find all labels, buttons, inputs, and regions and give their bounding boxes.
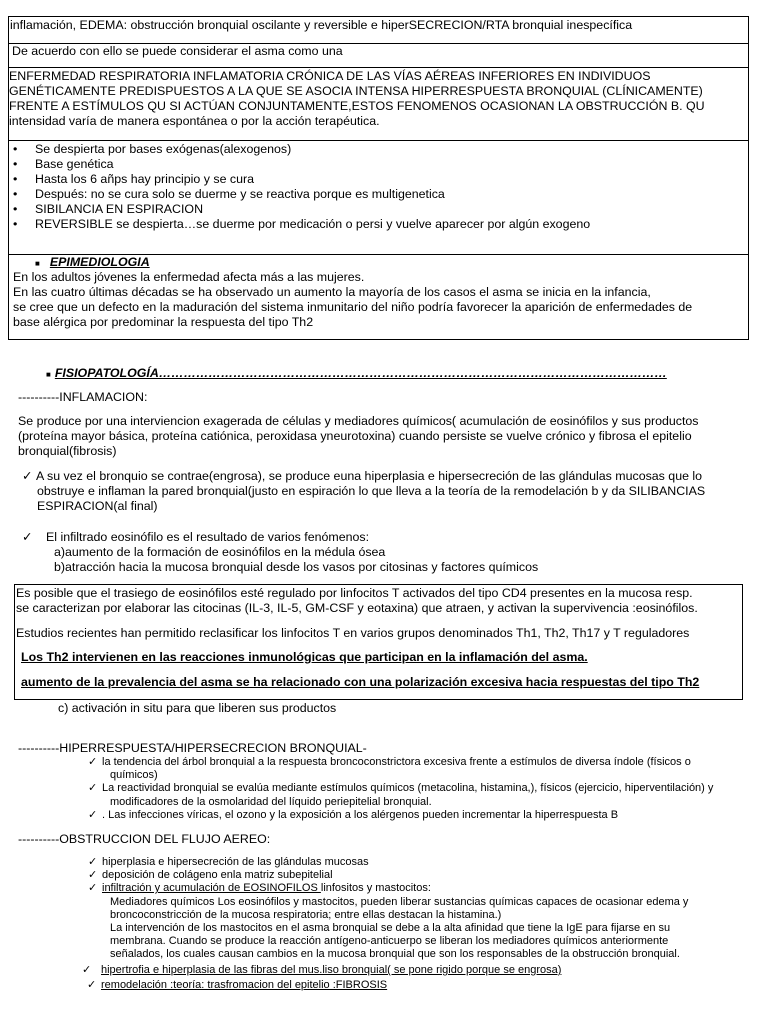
epi-line: En las cuatro últimas décadas se ha observado un aumento la mayoría de los casos el asma se inicia en la infancia,: [13, 285, 651, 299]
check-icon: ✓: [82, 964, 92, 976]
obstruccion-list-end: ✓ hipertrofia e hiperplasia de las fibras del mus.liso bronquial( se pone rigido porque se engrosa) ✓ remodelación :teoría: trasfromacion del epitelio :FIBROSIS: [82, 964, 562, 991]
row3-text: [9, 69, 705, 129]
bullet-icon: •: [13, 142, 18, 156]
bullet-icon: •: [13, 172, 18, 186]
list-item: • Hasta los 6 añps hay principio y se cura: [13, 172, 255, 186]
epi-line: se cree que un defecto en la maduración del sistema inmunitario del niño podría favorecer la aparición de enfermedades de: [13, 300, 693, 314]
list-item: • Se despierta por bases exógenas(alexogenos): [13, 142, 292, 156]
th2-info-box: Es posible que el trasiego de eosinófilos esté regulado por linfocitos T activados del tipo CD4 presentes en la mucosa resp. se caracterizan por elaborar las citocinas (IL-3, IL-5, GM-CSF y eotaxina) que atraen, y activan la supervivencia :eosinófilos. Estudios recientes han permitido reclasificar los linfocitos T en varios grupos denominados Th1, Th2, Th17 y T reguladores Los Th2 intervienen en las reacciones inmunológicas que participan en la inflamación del asma. aumento de la prevalencia del asma se ha relacionado con una polarización excesiva hacia respuestas del tipo Th2: [14, 584, 743, 700]
characteristics-list: [9, 142, 590, 232]
check-item-eosinophil: ✓ El infiltrado eosinófilo es el resultado de varios fenómenos: a)aumento de la formación de eosinófilos en la médula ósea b)atracción hacia la mucosa bronquial desde los vasos por citosinas y factores químicos: [22, 530, 539, 574]
list-item: • SIBILANCIA EN ESPIRACION: [13, 202, 204, 216]
list-item: • Después: no se cura solo se duerme y se reactiva porque es multigenetica: [13, 187, 445, 201]
definition-line: intensidad varía de manera espontánea o por la acción terapéutica.: [9, 114, 380, 128]
check-icon: ✓: [88, 808, 98, 821]
square-bullet-icon: ■: [35, 259, 40, 268]
table-row-2: [8, 43, 749, 68]
row2-text: De acuerdo con ello se puede considerar el asma como una: [12, 44, 343, 58]
bullet-icon: •: [13, 217, 18, 231]
check-icon: ✓: [88, 882, 98, 895]
table-row-1: [8, 16, 749, 44]
obstruccion-list: ✓ hiperplasia e hipersecreción de las glándulas mucosas ✓ deposición de colágeno enla matriz subepitelial ✓ infiltración y acumulación de EOSINOFILOS linfositos y mastocitos: Mediadores químicos Los eosinófilos y mastocitos, pueden liberar sustancias químicas capaces de ocasionar edema y broncoconstricción de la mucosa respiratoria; entre ellas destacan la histamina.) La intervención de los mastocitos en el asma bronquial se debe a la alta afinidad que tiene la IgE para fijarse en su membrana. Cuando se produce la reacción antígeno-anticuerpo se liberan los mediadores químicos anteriormente señalados, los cuales causan cambios en la mucosa bronquial que son los responsables de la obstrucción bronquial.: [88, 856, 689, 961]
definition-line: ENFERMEDAD RESPIRATORIA INFLAMATORIA CRÓNICA DE LAS VÍAS AÉREAS INFERIORES EN INDIVIDUOS: [9, 69, 651, 83]
th2-bold-statement: Los Th2 intervienen en las reacciones inmunológicas que participan en la inflamación del asma.: [21, 650, 588, 664]
fisiopatologia-title: ■ FISIOPATOLOGÍA……………………………………………………………………………………………………………: [46, 366, 667, 380]
check-icon: ✓: [87, 979, 97, 991]
check-item-contraction: ✓ A su vez el bronquio se contrae(engrosa), se produce euna hiperplasia e hipersecreción de las glándulas mucosas que lo obstruye e inflaman la pared bronquial(justo en espiración lo que lleva a la teoría de la remodelación b y da SILIBANCIAS ESPIRACION(al final): [22, 469, 706, 513]
table-row-5: [8, 254, 749, 340]
row1-text: inflamación, EDEMA: obstrucción bronquial oscilante y reversible e hiperSECRECION/RTA bronquial inespecífica: [10, 18, 633, 32]
check-icon: ✓: [22, 530, 33, 544]
check-icon: ✓: [88, 782, 98, 795]
epidemiology-title: ■ EPIMEDIOLOGIA: [35, 255, 150, 269]
epi-line: En los adultos jóvenes la enfermedad afecta más a las mujeres.: [13, 270, 365, 284]
th2-bold-statement: aumento de la prevalencia del asma se ha relacionado con una polarización excesiva hacia respuestas del tipo Th2: [21, 675, 700, 689]
inflamacion-paragraph: Se produce por una interviencion exagerada de células y mediadores químicos( acumulación de eosinófilos y sus productos (proteína mayor básica, proteína catiónica, peroxidasa yneurotoxina) cuando persiste se vuelve crónico y fibrosa el epitelio bronquial(fibrosis): [18, 414, 699, 458]
bullet-icon: •: [13, 187, 18, 201]
hiperrespuesta-heading: ----------HIPERRESPUESTA/HIPERSECRECION BRONQUIAL-: [18, 741, 367, 755]
inflamacion-heading: ----------INFLAMACION:: [18, 390, 148, 404]
hiperrespuesta-list: ✓ la tendencia del árbol bronquial a la respuesta broncoconstrictora excesiva frente a estímulos de diversa índole (físicos o químicos) ✓ La reactividad bronquial se evalúa mediante estímulos químicos (metacolina, histamina,), físicos (ejercicio, hiperventilación) y modificadores de la osmolaridad del líquido periepitelial bronquial. ✓ . Las infecciones víricas, el ozono y la exposición a los alérgenos pueden incrementar la hiperrespuesta B: [88, 756, 714, 821]
definition-line: FRENTE A ESTÍMULOS QU SI ACTÚAN CONJUNTAMENTE,ESTOS FENOMENOS OCASIONAN LA OBSTRUCCIÓN B. QU: [9, 99, 705, 113]
list-item: • REVERSIBLE se despierta…se duerme por medicación o persi y vuelve aparecer por algún exogeno: [13, 217, 591, 231]
obstruccion-heading: ----------OBSTRUCCION DEL FLUJO AEREO:: [18, 832, 271, 846]
epi-line: base alérgica por predominar la respuesta del tipo Th2: [13, 315, 314, 329]
bullet-icon: •: [13, 202, 18, 216]
mediators-paragraph: Mediadores químicos Los eosinófilos y mastocitos, pueden liberar sustancias químicas capaces de ocasionar edema y broncoconstricción de la mucosa respiratoria; entre ellas destacan la histamina.) La intervención de los mastocitos en el asma bronquial se debe a la alta afinidad que tiene la IgE para fijarse en su membrana. Cuando se produce la reacción antígeno-anticuerpo se liberan los mediadores químicos anteriormente señalados, los cuales causan cambios en la mucosa bronquial que son los responsables de la obstrucción bronquial.: [110, 895, 689, 961]
square-bullet-icon: ■: [46, 370, 51, 379]
activation-line: c) activación in situ para que liberen sus productos: [58, 701, 337, 715]
bullet-icon: •: [13, 157, 18, 171]
check-icon: ✓: [88, 869, 98, 882]
definition-line: GENÉTICAMENTE PREDISPUESTOS A LA QUE SE ASOCIA INTENSA HIPERRESPUESTA BRONQUIAL (CLÍNICAMENTE): [9, 84, 703, 98]
check-icon: ✓: [88, 756, 98, 768]
list-item: • Base genética: [13, 157, 114, 171]
epidemiology-text: [13, 270, 692, 330]
check-icon: ✓: [88, 856, 98, 868]
table-row-4: [8, 140, 749, 255]
table-row-3: [8, 67, 749, 141]
check-icon: ✓: [22, 469, 33, 483]
